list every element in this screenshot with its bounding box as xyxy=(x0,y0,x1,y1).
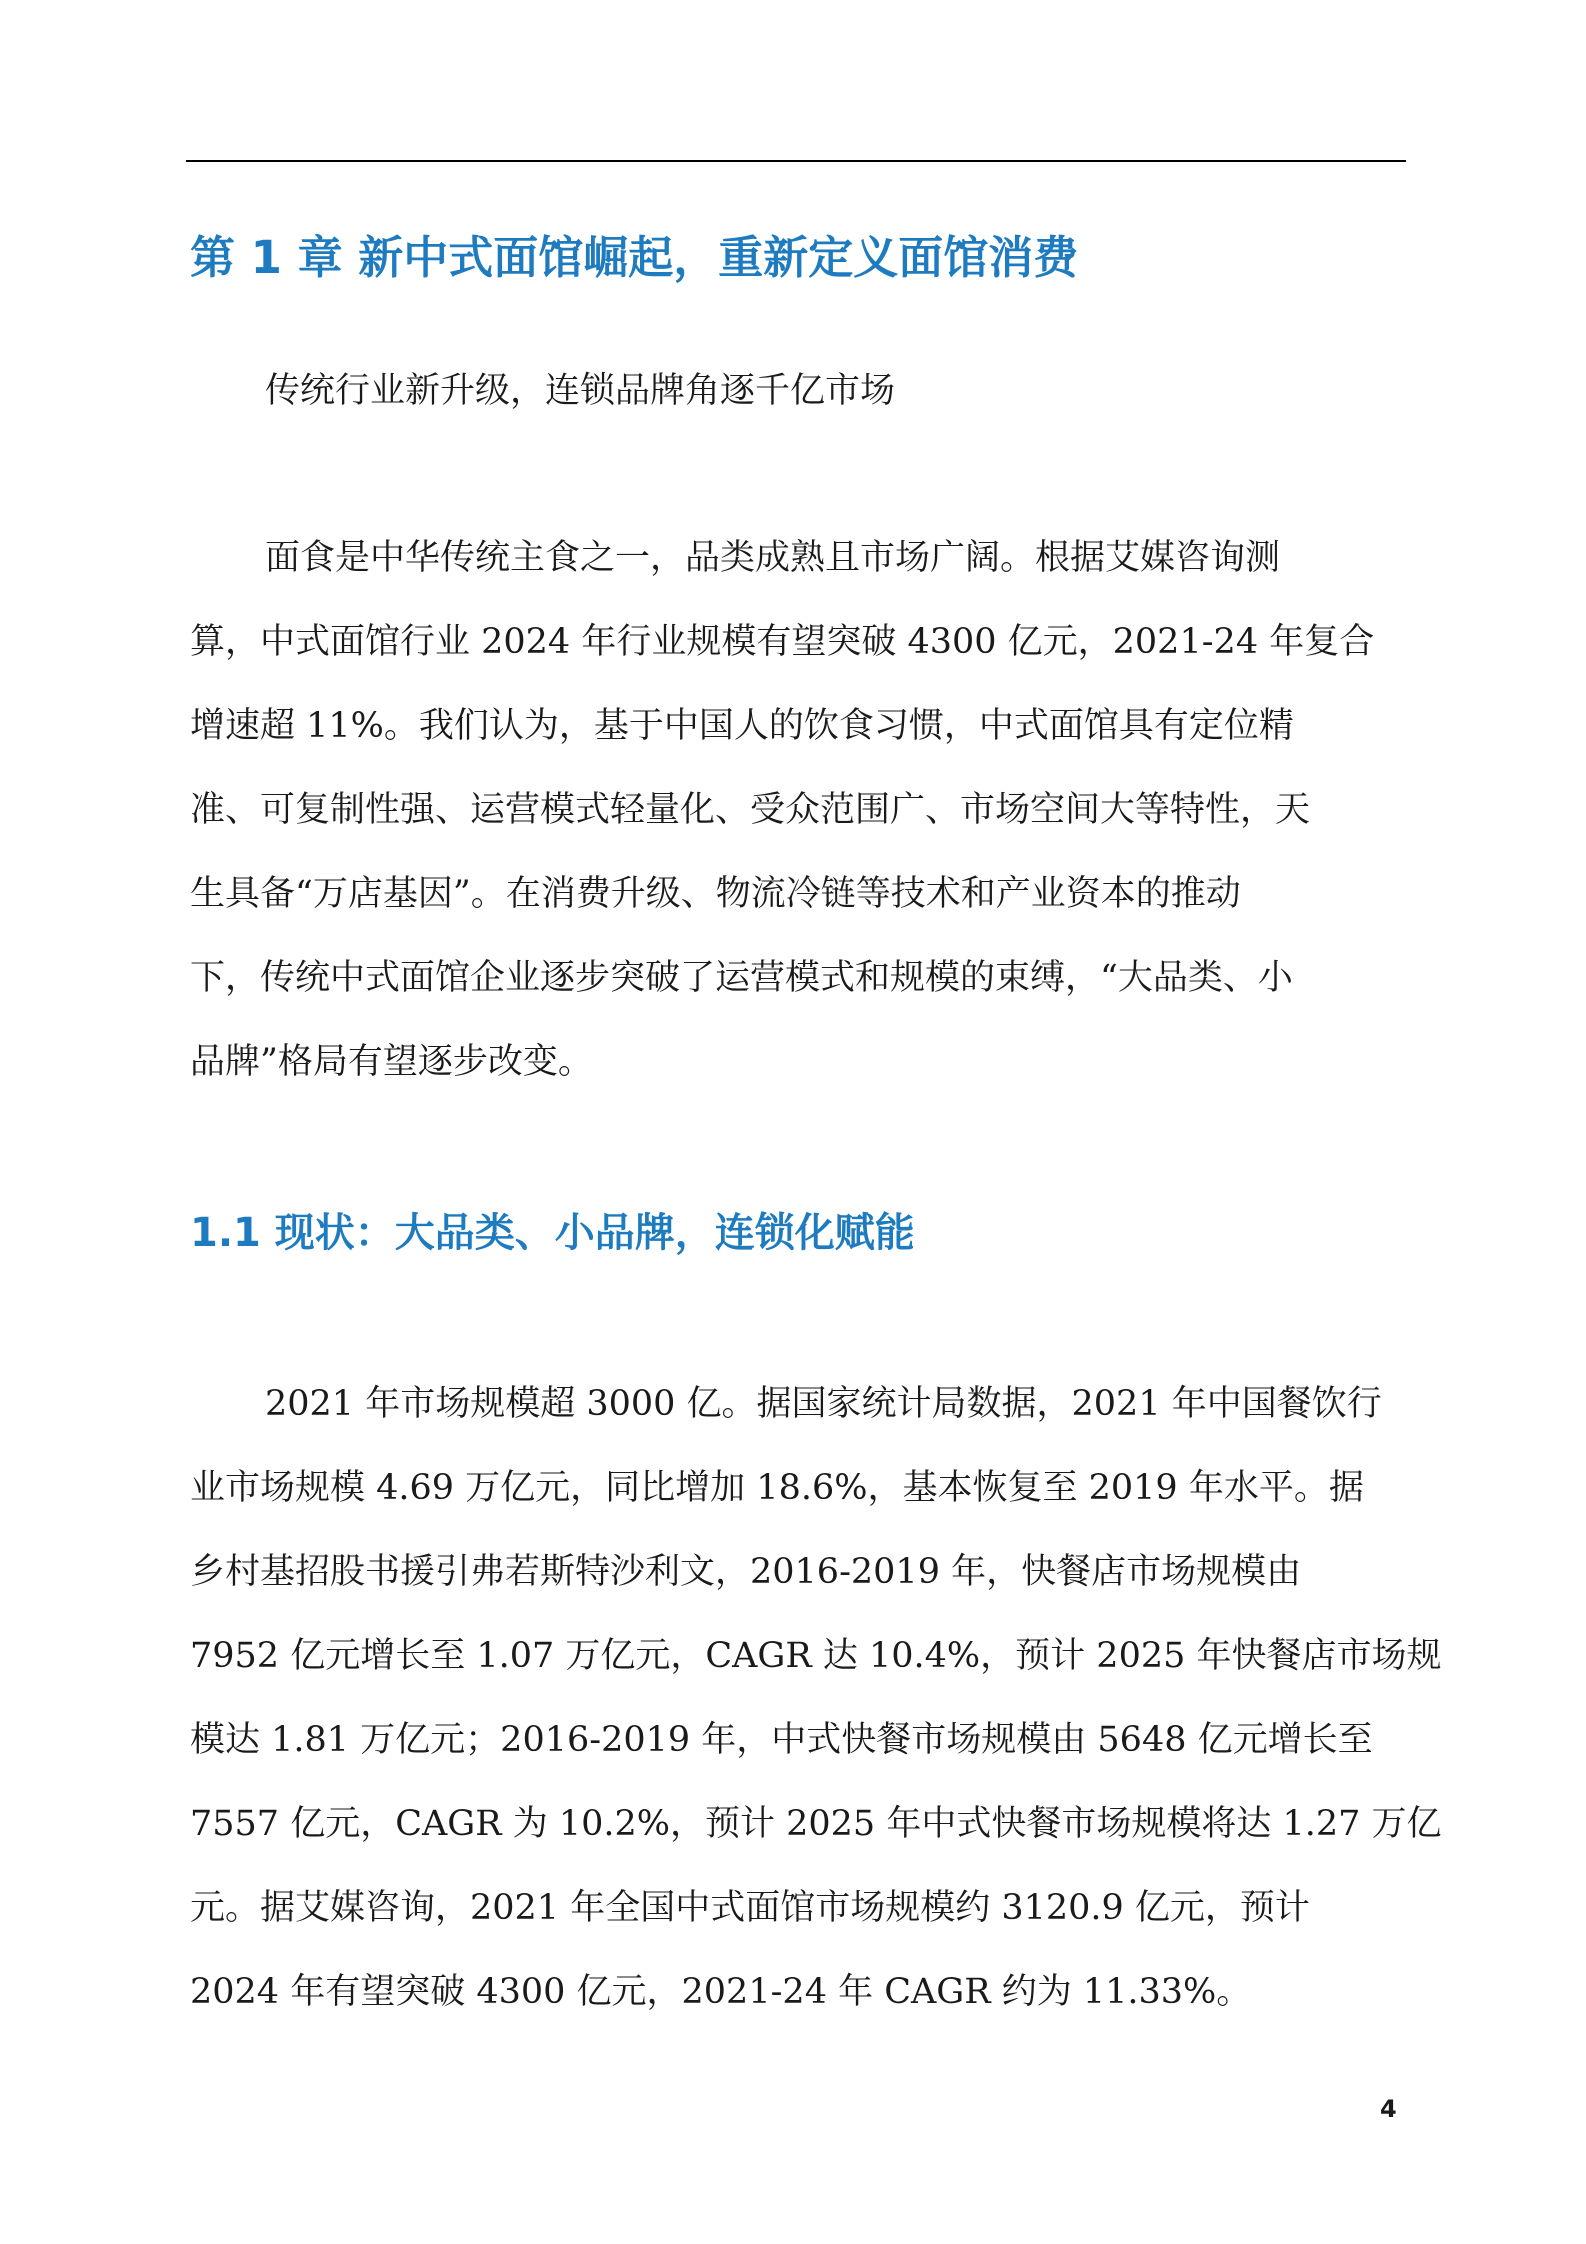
header-rule xyxy=(186,160,1406,162)
section-title: 1.1 现状：大品类、小品牌，连锁化赋能 xyxy=(190,1210,915,1256)
paragraph-line: 7952 亿元增长至 1.07 万亿元，CAGR 达 10.4%，预计 2025 年快餐店市场规 xyxy=(190,1636,1442,1676)
page-number: 4 xyxy=(1380,2095,1397,2123)
intro-paragraph xyxy=(190,516,1410,1104)
paragraph-line: 2021 年市场规模超 3000 亿。据国家统计局数据，2021 年中国餐饮行 xyxy=(265,1384,1382,1424)
paragraph-line: 下，传统中式面馆企业逐步突破了运营模式和规模的束缚，“大品类、小 xyxy=(190,958,1293,998)
section-paragraph xyxy=(190,1362,1442,2034)
chapter-subtitle: 传统行业新升级，连锁品牌角逐千亿市场 xyxy=(265,371,896,411)
paragraph-line: 7557 亿元，CAGR 为 10.2%，预计 2025 年中式快餐市场规模将达 1.27 万亿 xyxy=(190,1804,1442,1844)
paragraph-line: 模达 1.81 万亿元；2016-2019 年，中式快餐市场规模由 5648 亿元增长至 xyxy=(190,1720,1373,1760)
paragraph-line: 增速超 11%。我们认为，基于中国人的饮食习惯，中式面馆具有定位精 xyxy=(190,706,1294,746)
paragraph-line: 面食是中华传统主食之一，品类成熟且市场广阔。根据艾媒咨询测 xyxy=(265,538,1281,578)
paragraph-line: 2024 年有望突破 4300 亿元，2021-24 年 CAGR 约为 11.33%。 xyxy=(190,1972,1252,2012)
chapter-title: 第 1 章 新中式面馆崛起，重新定义面馆消费 xyxy=(190,231,1079,284)
paragraph-line: 准、可复制性强、运营模式轻量化、受众范围广、市场空间大等特性，天 xyxy=(190,790,1311,830)
paragraph-line: 元。据艾媒咨询，2021 年全国中式面馆市场规模约 3120.9 亿元，预计 xyxy=(190,1888,1310,1928)
paragraph-line: 生具备“万店基因”。在消费升级、物流冷链等技术和产业资本的推动 xyxy=(190,874,1241,914)
paragraph-line: 乡村基招股书援引弗若斯特沙利文，2016-2019 年，快餐店市场规模由 xyxy=(190,1552,1302,1592)
paragraph-line: 品牌”格局有望逐步改变。 xyxy=(190,1042,593,1082)
paragraph-line: 算，中式面馆行业 2024 年行业规模有望突破 4300 亿元，2021-24 年复合 xyxy=(190,622,1375,662)
paragraph-line: 业市场规模 4.69 万亿元，同比增加 18.6%，基本恢复至 2019 年水平。据 xyxy=(190,1468,1364,1508)
